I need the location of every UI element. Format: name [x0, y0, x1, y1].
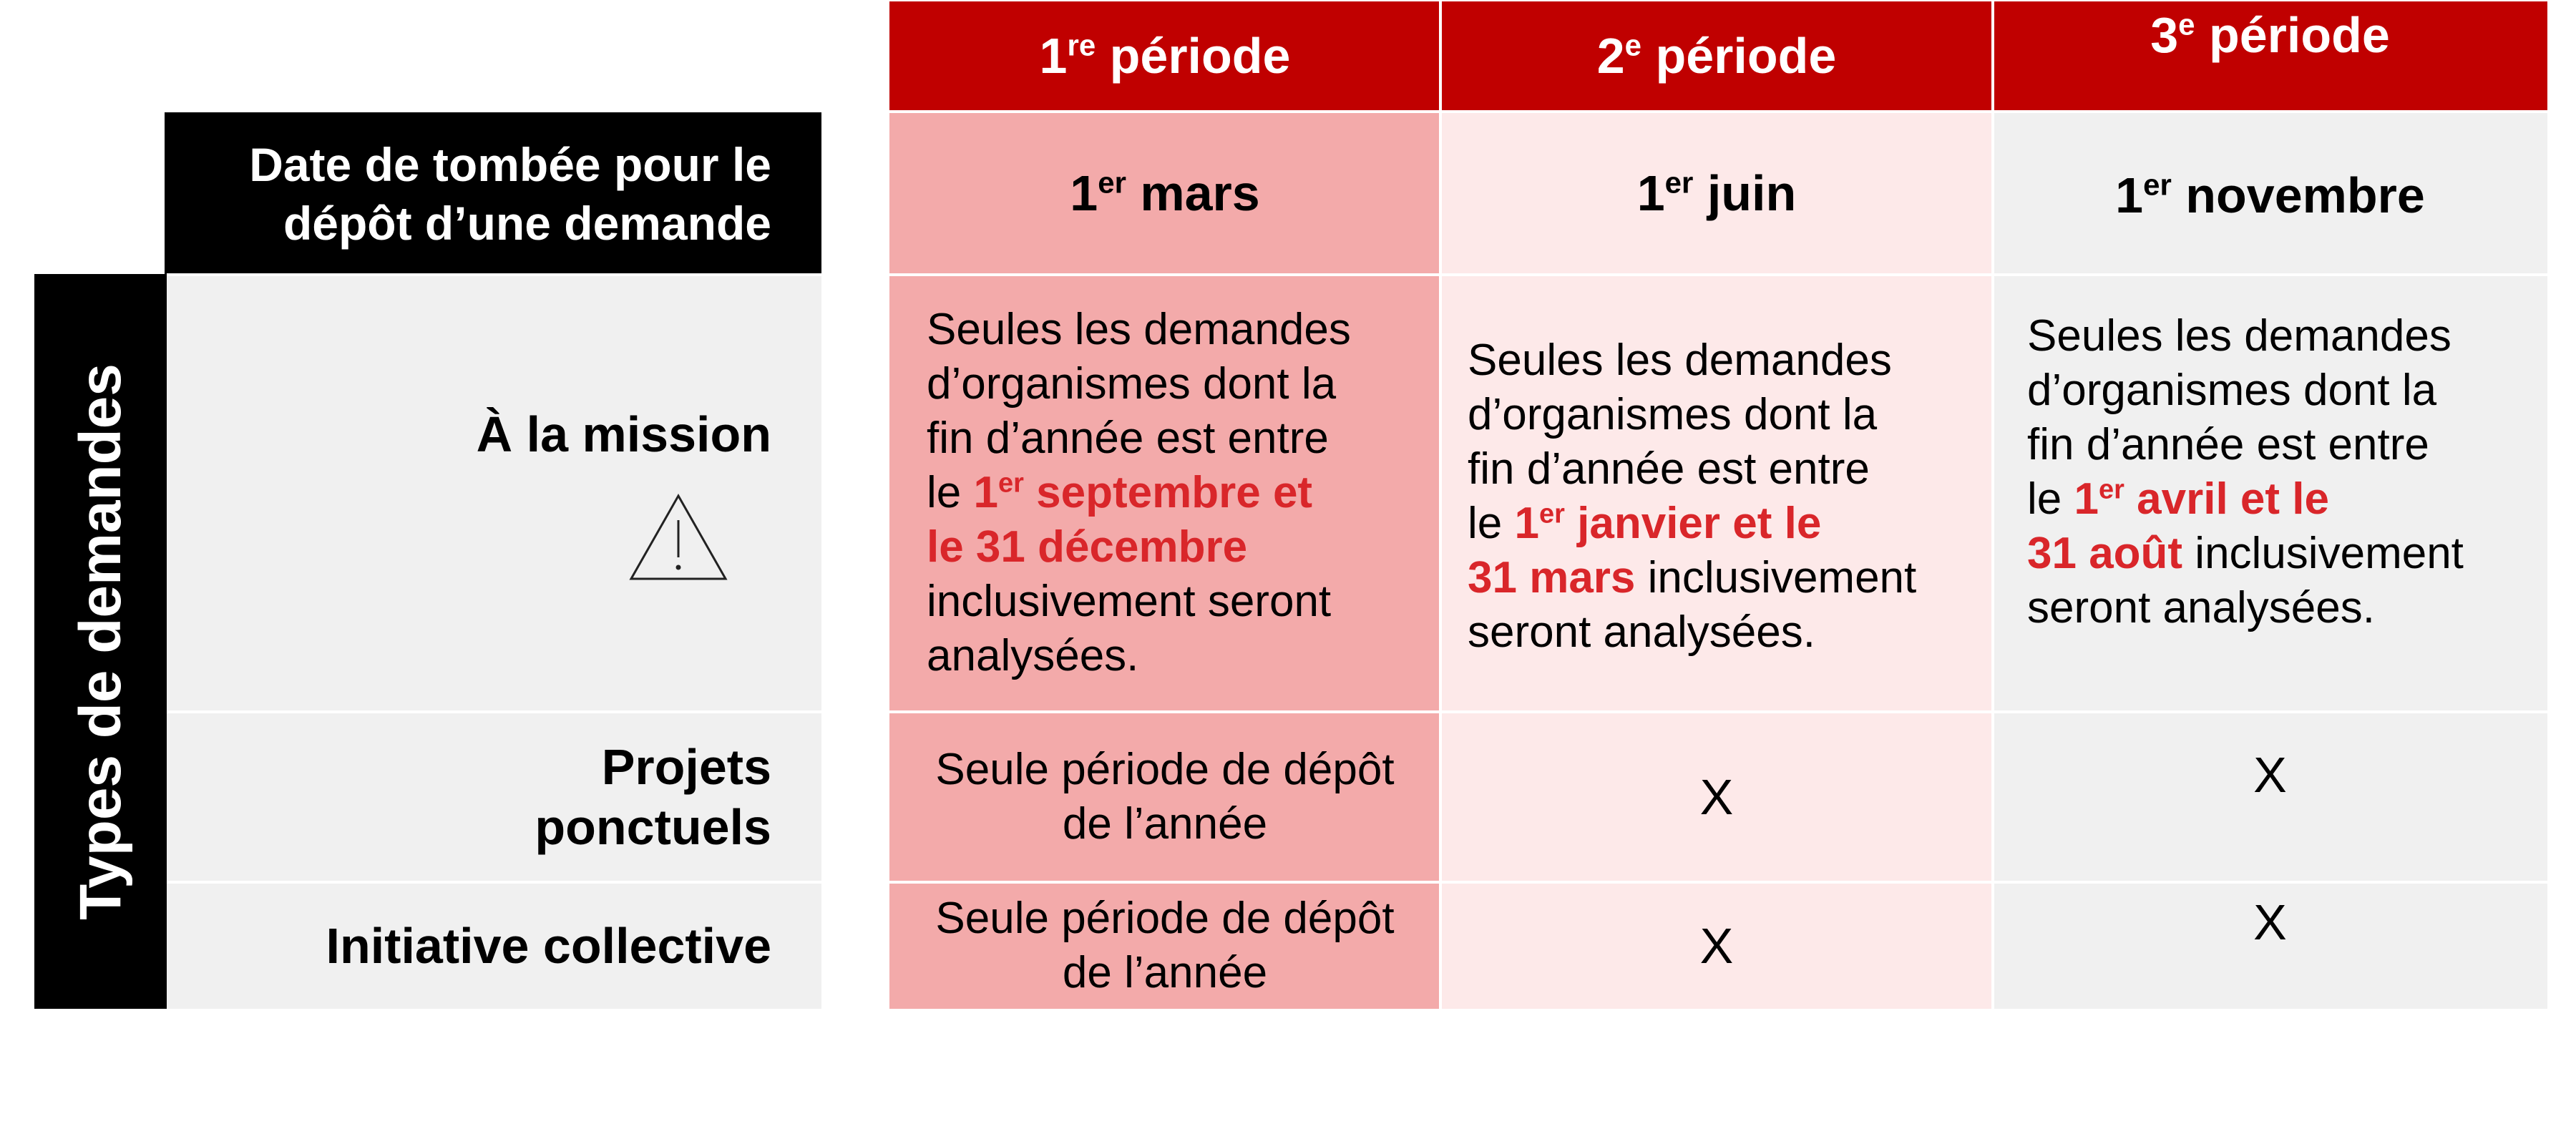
row-divider [167, 881, 2547, 884]
row-label-projets: Projets ponctuels [167, 713, 821, 881]
projets-cell-2: X [1440, 713, 1993, 881]
deadline-cell-3: 1er novembre [1993, 112, 2547, 275]
period-header-2: 2e période [1440, 1, 1993, 110]
row-divider [167, 273, 2547, 276]
period-header-3: 3e période [1993, 1, 2547, 110]
column-divider [1991, 0, 1994, 1010]
projets-cell-1: Seule période de dépôt de l’année [889, 713, 1440, 881]
deadline-cell-2: 1er juin [1440, 112, 1993, 275]
projets-cell-3: X [1993, 713, 2547, 881]
row-divider [167, 710, 2547, 713]
warning-triangle-icon [628, 493, 728, 582]
deadline-row-header: Date de tombée pour le dépôt d’une demande [165, 112, 821, 275]
period-header-1: 1re période [889, 1, 1440, 110]
deadline-cell-1: 1er mars [889, 112, 1440, 275]
types-column-header: Types de demandes [34, 274, 167, 1009]
row-label-initiative: Initiative collective [167, 883, 821, 1009]
mission-cell-2: Seules les demandes d’organismes dont la fin d’année est entre le 1er janvier et le 31 mars inclusivement seront analysées. [1440, 275, 1993, 711]
initiative-cell-3: X [1993, 883, 2547, 1009]
initiative-cell-2: X [1440, 883, 1993, 1009]
mission-cell-1: Seules les demandes d’organismes dont la fin d’année est entre le 1er septembre et le 31 décembre inclusivement seront analysées. [889, 275, 1440, 711]
row-label-mission: À la mission [167, 275, 821, 711]
initiative-cell-1: Seule période de dépôt de l’année [889, 883, 1440, 1009]
row-divider [889, 110, 2547, 113]
column-divider [1439, 0, 1442, 1010]
mission-cell-3: Seules les demandes d’organismes dont la fin d’année est entre le 1er avril et le 31 août inclusivement seront analysées. [1993, 275, 2547, 711]
